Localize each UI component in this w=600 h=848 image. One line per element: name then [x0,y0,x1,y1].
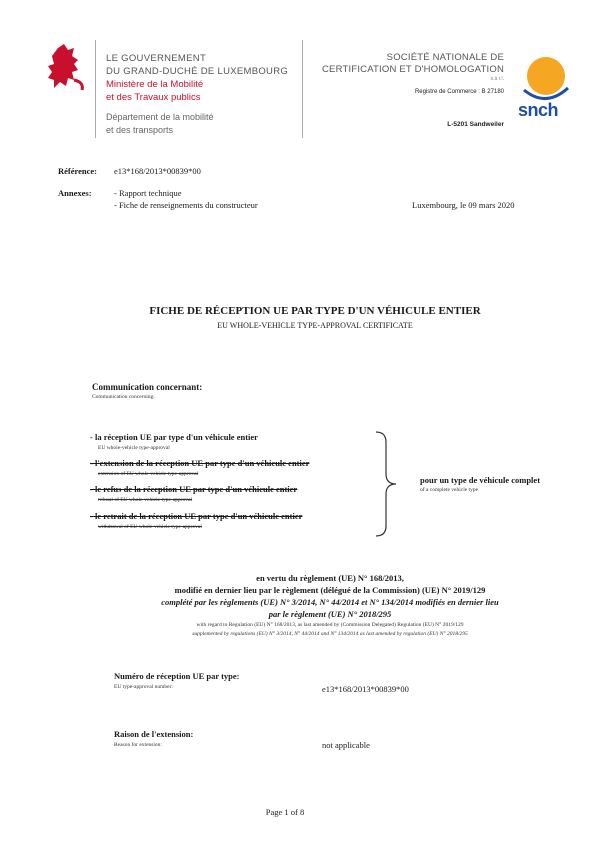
regulation-line-3: complété par les règlements (UE) N° 3/2014, N° 44/2014 et N° 134/2014 modifiés en dernier lieu [161,597,499,607]
communication-item-approval: - la réception UE par type d'un véhicule entier [90,432,258,442]
snch-logo [516,50,574,126]
regulation-line-2: modifié en dernier lieu par le règlement (délégué de la Commission) (UE) N° 2019/129 [174,585,486,595]
snch-address: L-5201 Sandweiler [447,121,504,128]
regulation-line-4: par le règlement (UE) N° 2018/295 [268,609,392,619]
annexes-label: Annexes: [58,188,92,198]
regulation-en-2: supplemented by regulations (EU) N° 3/2014, N° 44/2014 and N° 134/2014 as last amended by regulation (EU) N° 2018/295 [192,631,468,637]
communication-item-withdrawal: - le retrait de la réception UE par type d'un véhicule entier [90,511,303,521]
annex-1: - Rapport technique [114,188,182,198]
place-date: Luxembourg, le 09 mars 2020 [412,200,515,210]
header-divider-left [95,40,96,138]
extension-reason-label: Raison de l'extension: [114,729,194,739]
communication-item-refusal-en: refusal of EU whole-vehicle type-approval [98,497,193,503]
communication-heading: Communication concernant: [92,382,203,392]
snch-registry: Registre de Commerce : B 27180 [414,89,504,95]
page-number: Page 1 of 8 [265,807,305,817]
communication-item-extension-en: extension of EU whole-vehicle type-approval [98,471,199,477]
annex-2: - Fiche de renseignements du constructeur [114,200,258,210]
snch-logo-text: snch [518,100,559,120]
regulation-line-1: en vertu du règlement (UE) N° 168/2013, [256,573,404,583]
communication-item-extension: - l'extension de la réception UE par type d'un véhicule entier [90,458,310,468]
ministry-name: Ministère de la Mobilité et des Travaux publics [106,79,204,103]
communication-item-approval-en: EU whole-vehicle type-approval [98,445,170,451]
reference-value: e13*168/2013*00839*00 [114,166,201,176]
reference-label: Référence: [58,166,98,176]
vehicle-type-label-en: of a complete vehicle type [420,487,479,493]
approval-number-value: e13*168/2013*00839*00 [322,684,409,694]
extension-reason-label-en: Reason for extension: [114,742,162,748]
approval-number-label: Numéro de réception UE par type: [114,671,240,681]
regulation-en-1: with regard to Regulation (EU) N° 168/2013, as last amended by (Commission Delegated) Regulation (EU) N° 2019/129 [196,622,464,628]
document-title: FICHE DE RÉCEPTION UE PAR TYPE D'UN VÉHICULE ENTIER [149,305,481,317]
communication-heading-en: Communication concerning: [92,394,155,400]
header-divider-right [302,40,303,138]
vehicle-type-label: pour un type de véhicule complet [420,475,541,485]
approval-number-label-en: EU type-approval number: [114,684,173,690]
document-subtitle: EU WHOLE-VEHICLE TYPE-APPROVAL CERTIFICATE [217,321,413,330]
communication-item-refusal: - le refus de la réception UE par type d'un véhicule entier [90,484,298,494]
luxembourg-lion-logo [44,42,88,92]
snch-name: SOCIÉTÉ NATIONALE DE CERTIFICATION ET D'HOMOLOGATION [321,52,504,75]
communication-item-withdrawal-en: withdrawal of EU whole-vehicle type-approval [98,524,202,530]
extension-reason-value: not applicable [322,740,370,750]
government-name: LE GOUVERNEMENT DU GRAND-DUCHÉ DE LUXEMBOURG [106,53,289,77]
right-brace-icon [372,430,402,538]
department-name: Département de la mobilité et des transports [106,112,214,135]
snch-legal-form: s.à r.l. [490,76,504,82]
